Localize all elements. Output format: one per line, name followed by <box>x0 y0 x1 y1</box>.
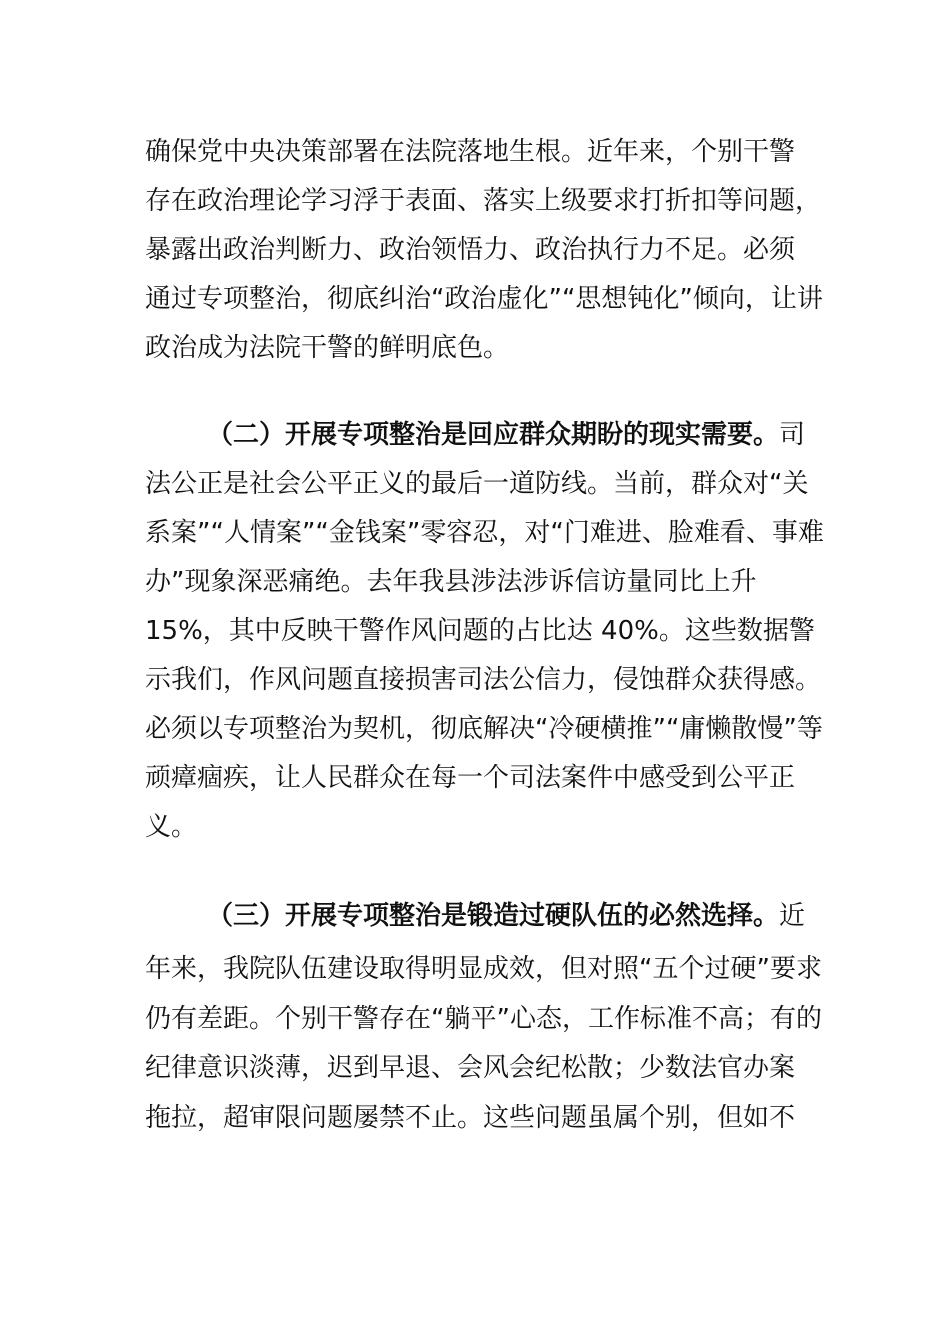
paragraph-1-line-4: 通过专项整治，彻底纠治“政治虚化”“思想钝化”倾向，让讲 <box>145 284 823 314</box>
paragraph-2-line-6: 示我们，作风问题直接损害司法公信力，侵蚀群众获得感。 <box>145 665 822 695</box>
paragraph-2-line-8: 顽瘴痼疾，让人民群众在每一个司法案件中感受到公平正 <box>145 763 796 793</box>
paragraph-1-line-2: 存在政治理论学习浮于表面、落实上级要求打折扣等问题， <box>145 186 822 216</box>
paragraph-2-line-9: 义。 <box>145 812 198 842</box>
paragraph-3-line-2: 年来，我院队伍建设取得明显成效，但对照“五个过硬”要求 <box>145 954 822 984</box>
paragraph-2-line-2: 法公正是社会公平正义的最后一道防线。当前，群众对“关 <box>145 469 809 499</box>
paragraph-3-line-3: 仍有差距。个别干警存在“躺平”心态，工作标准不高；有的 <box>145 1004 822 1034</box>
paragraph-2-first-line-tail: 司 <box>779 420 806 450</box>
paragraph-2-line-7: 必须以专项整治为契机，彻底解决“冷硬横推”“庸懒散慢”等 <box>145 714 823 744</box>
paragraph-2-first-line <box>207 410 810 460</box>
paragraph-2-line-3: 系案”“人情案”“金钱案”零容忍，对“门难进、脸难看、事难 <box>145 518 824 548</box>
paragraph-2-line-4: 办”现象深恶痛绝。去年我县涉法涉诉信访量同比上升 <box>145 567 757 597</box>
paragraph-3-line-5: 拖拉，超审限问题屡禁不止。这些问题虽属个别，但如不 <box>145 1103 796 1133</box>
paragraph-1-line-5: 政治成为法院干警的鲜明底色。 <box>145 333 510 363</box>
paragraph-1-line-1: 确保党中央决策部署在法院落地生根。近年来，个别干警 <box>145 137 796 167</box>
paragraph-3-first-line-tail: 近 <box>779 901 806 931</box>
paragraph-2-heading: （二）开展专项整治是回应群众期盼的现实需要。 <box>207 420 780 450</box>
paragraph-1-line-3: 暴露出政治判断力、政治领悟力、政治执行力不足。必须 <box>145 235 796 265</box>
paragraph-2-line-5: 15%，其中反映干警作风问题的占比达 40%。这些数据警 <box>145 616 815 646</box>
paragraph-3-heading: （三）开展专项整治是锻造过硬队伍的必然选择。 <box>207 901 780 931</box>
paragraph-3-first-line <box>207 891 810 941</box>
paragraph-3-line-4: 纪律意识淡薄，迟到早退、会风会纪松散；少数法官办案 <box>145 1053 796 1083</box>
